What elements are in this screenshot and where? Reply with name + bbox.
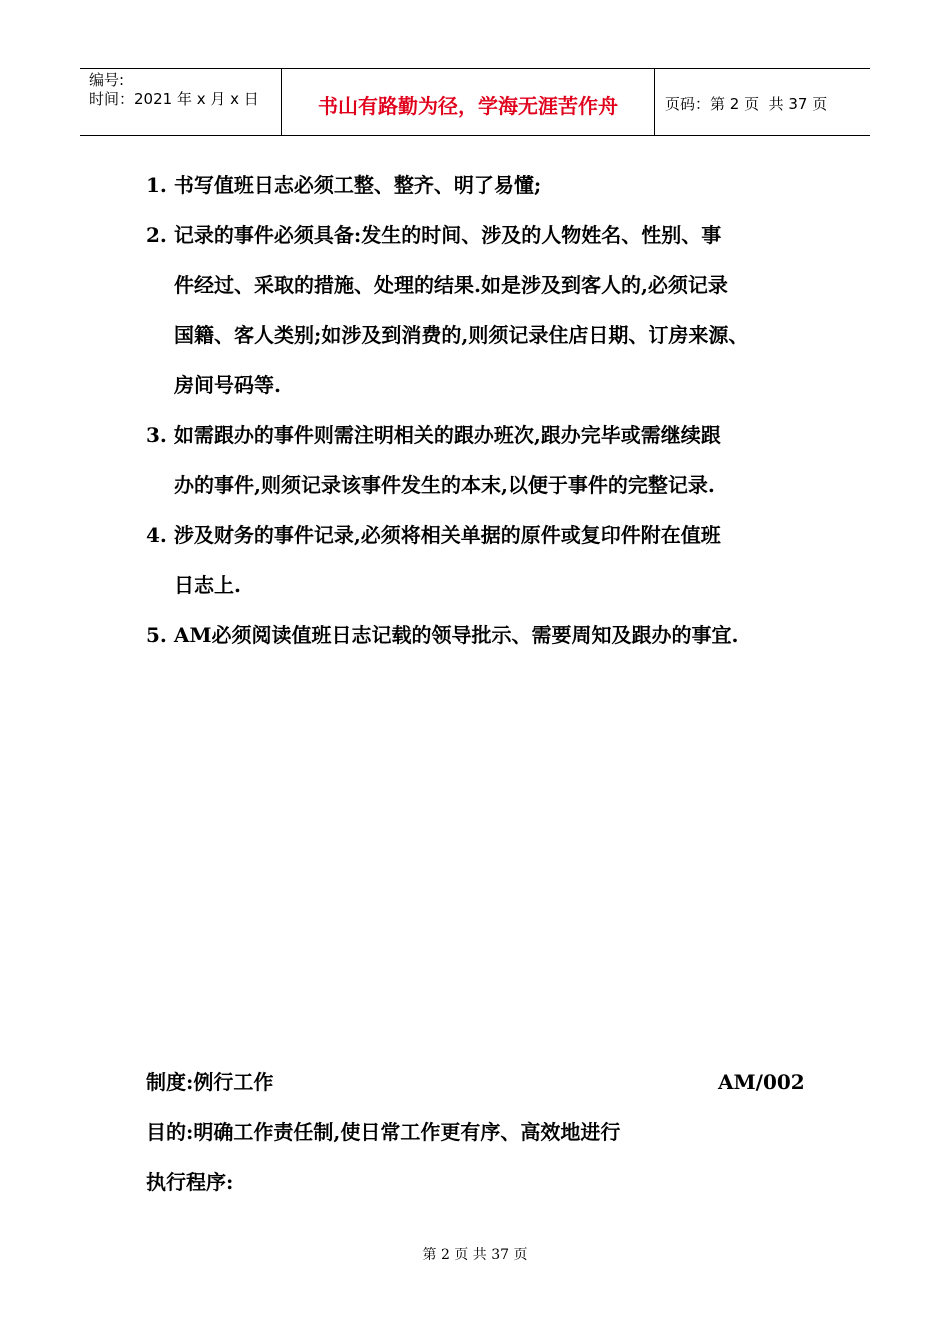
header-meta-cell [80, 69, 282, 135]
policy-title: 制度:例行工作 [146, 1070, 274, 1094]
header-page-cell [655, 69, 870, 135]
list-item-3-line-2: 办的事件,则须记录该事件发生的本末,以便于事件的完整记录. [174, 473, 715, 497]
list-item-3-line-1: 3. 如需跟办的事件则需注明相关的跟办班次,跟办完毕或需继续跟 [146, 423, 721, 447]
header-motto: 书山有路勤为径，学海无涯苦作舟 [318, 93, 618, 118]
list-item-1-line-1: 1. 书写值班日志必须工整、整齐、明了易懂; [146, 173, 542, 197]
list-item-2-line-1: 2. 记录的事件必须具备:发生的时间、涉及的人物姓名、性别、事 [146, 223, 722, 247]
list-item-2-line-2: 件经过、采取的措施、处理的结果.如是涉及到客人的,必须记录 [174, 273, 728, 297]
procedure-heading: 执行程序: [146, 1170, 234, 1194]
header-number-label: 编号: [89, 71, 125, 89]
policy-purpose: 目的:明确工作责任制,使日常工作更有序、高效地进行 [146, 1120, 621, 1144]
header-motto-cell [282, 69, 655, 135]
page-footer: 第 2 页 共 37 页 [422, 1247, 528, 1263]
header-page-info: 页码：第 2 页 共 37 页 [665, 94, 828, 113]
list-item-4-line-2: 日志上. [174, 573, 241, 597]
list-item-5-line-1: 5. AM必须阅读值班日志记载的领导批示、需要周知及跟办的事宜. [146, 623, 739, 647]
list-item-4-line-1: 4. 涉及财务的事件记录,必须将相关单据的原件或复印件附在值班 [146, 523, 721, 547]
policy-code: AM/002 [718, 1070, 805, 1094]
header-time-label: 时间：2021 年 x 月 x 日 [89, 90, 259, 108]
list-item-2-line-3: 国籍、客人类别;如涉及到消费的,则须记录住店日期、订房来源、 [174, 323, 749, 347]
page-header [80, 68, 870, 136]
list-item-2-line-4: 房间号码等. [174, 373, 281, 397]
